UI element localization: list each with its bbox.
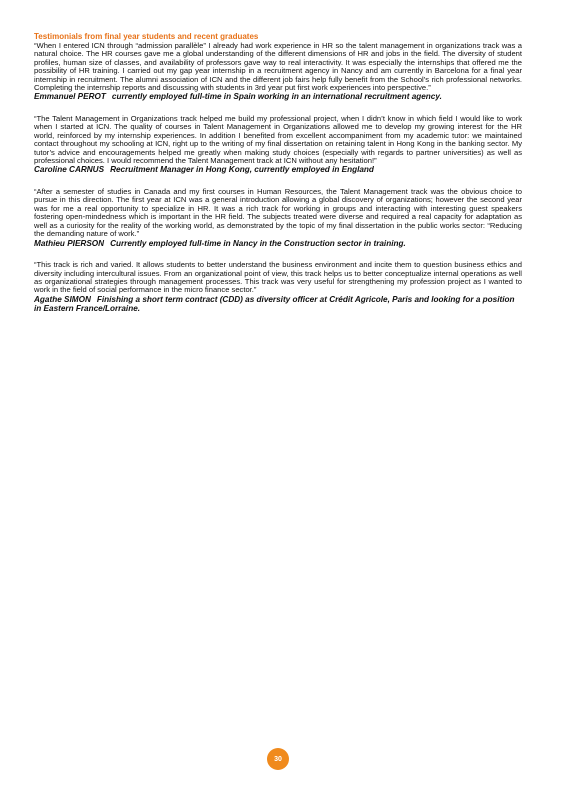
testimonial-author: [34, 92, 522, 102]
testimonial-quote: “This track is rich and varied. It allows students to better understand the business environment and incite them to question business ethics and diversity including intercultural issues. From an organizational point of view, this track helps us to better conceptualize internal operations as well as organizational strategies through management processes. This track was very useful for strengthening my profession project as I wanted to work in the field of social performance in the micro finance sector.”: [34, 260, 522, 295]
testimonial-author: [34, 295, 522, 314]
document-page: [34, 32, 522, 327]
author-name: Emmanuel PEROT: [34, 92, 106, 102]
testimonial-author: [34, 165, 522, 175]
author-role: Currently employed full-time in Nancy in the Construction sector in training.: [110, 238, 406, 248]
author-name: Caroline CARNUS: [34, 165, 105, 175]
testimonial-author: [34, 239, 522, 249]
author-name: Agathe SIMON: [34, 294, 91, 304]
page-number-badge: 30: [267, 748, 289, 770]
testimonial-quote: “The Talent Management in Organizations track helped me build my professional project, when I didn’t know in which field I would like to work when I started at ICN. The quality of courses in Talent Management in Organizations allowed me to develop my growing interest for the HR world, reinforced by my internship experiences. In addition I benefited from excellent accompaniment from my academic tutor: we maintained contact throughout my schooling at ICN, right up to the writing of my final dissertation on retaining talent in Hong Kong in the banking sector. My tutor’s advice and encouragements helped me greatly when making study choices (especially with regards to partner universities) as well as professional choices. I would recommend the Talent Management track at ICN without any hesitation!”: [34, 114, 522, 166]
author-name: Mathieu PIERSON: [34, 238, 105, 248]
section-heading: Testimonials from final year students and recent graduates: [34, 32, 259, 41]
author-role: Recruitment Manager in Hong Kong, currently employed in England: [110, 165, 374, 175]
author-role: currently employed full-time in Spain working in an international recruitment agency.: [111, 92, 442, 102]
author-role: Finishing a short term contract (CDD) as diversity officer at Crédit Agricole, Paris and looking for a position in Eastern France/Lorraine.: [34, 294, 515, 314]
testimonial-quote: “When I entered ICN through “admission parallèle” I already had work experience in HR so the talent management in organizations track was a natural choice. The HR courses gave me a global understanding of the different dimensions of HR and jobs in the field. The diversity of student profiles, human size of classes, and availability of professors gave way to real interactivity. It was especially the internships that offered me the possibility of HR training. I carried out my gap year internship in a recruitment agency in Nancy and am currently in Barcelona for a final year internship in recruitment. The alumni association of ICN and the different job fairs help fully benefit from the School’s rich professional networks. Completing the internship reports and discussing with students in 3rd year put first work experiences into perspective.”: [34, 41, 522, 93]
testimonial-quote: “After a semester of studies in Canada and my first courses in Human Resources, the Talent Management track was the obvious choice to pursue in this direction. The first year at ICN was a general introduction allowing a global discovery of organizations; however the second year was for me a real opportunity to specialize in HR. It was a rich track for working in groups and interacting with interesting guest speakers fostering open-mindedness which is important in the HR field. The subjects treated were diverse and required a real capacity for adaptation as well as a curiosity for the reality of the working world, as demonstrated by the topic of my final dissertation in the public works sector: “Reducing the demanding nature of work.”: [34, 187, 522, 239]
